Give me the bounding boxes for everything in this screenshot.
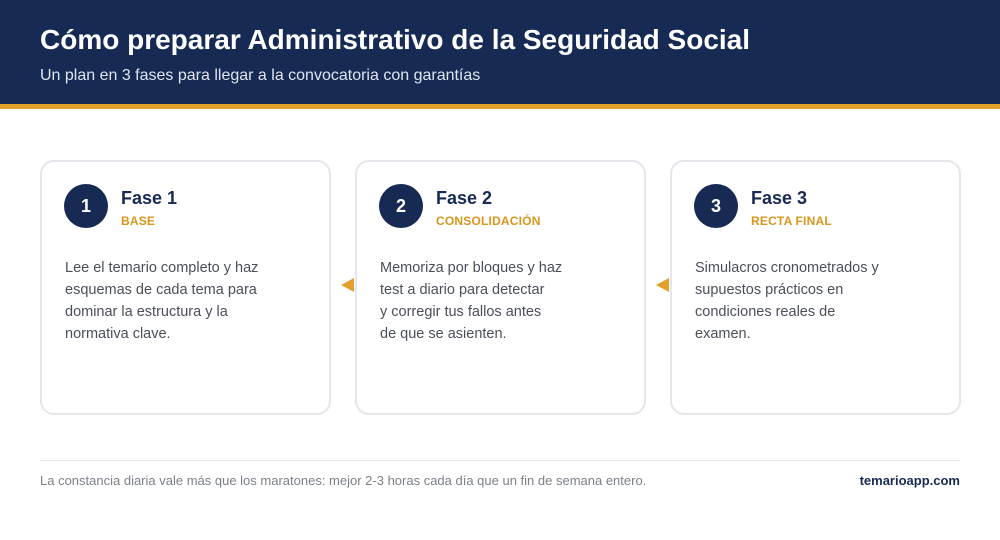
phase-description [380, 257, 562, 345]
step-number-badge: 3 [694, 184, 738, 228]
footer-note: La constancia diaria vale más que los maratones: mejor 2-3 horas cada día que un fin de semana entero. [40, 473, 647, 488]
page-title: Cómo preparar Administrativo de la Seguridad Social [40, 24, 751, 55]
phase-tag: RECTA FINAL [751, 214, 832, 228]
phase-tag: CONSOLIDACIÓN [436, 214, 541, 228]
phase-title: Fase 1 [121, 188, 178, 208]
header-accent-stripe [0, 104, 1000, 109]
phase-title: Fase 2 [436, 188, 493, 208]
phase-card-1 [40, 160, 331, 415]
phase-description [695, 257, 879, 345]
footer-divider [40, 460, 960, 461]
phase-description [65, 257, 258, 345]
flow-arrow-icon [656, 278, 669, 292]
description-line: y corregir tus fallos antes [380, 304, 542, 320]
description-line: Simulacros cronometrados y [695, 260, 879, 276]
description-line: examen. [695, 326, 751, 342]
description-line: Memoriza por bloques y haz [380, 260, 563, 276]
phase-tag: BASE [121, 214, 156, 228]
phase-title: Fase 3 [751, 188, 808, 208]
description-line: condiciones reales de [695, 304, 836, 320]
description-line: dominar la estructura y la [65, 304, 228, 320]
header-banner [0, 0, 1000, 104]
step-number-badge: 2 [379, 184, 423, 228]
brand-link[interactable]: temarioapp.com [859, 473, 960, 488]
description-line: test a diario para detectar [380, 282, 545, 298]
description-line: supuestos prácticos en [695, 282, 844, 298]
step-number-badge: 1 [64, 184, 108, 228]
page-subtitle: Un plan en 3 fases para llegar a la convocatoria con garantías [40, 67, 481, 84]
description-line: Lee el temario completo y haz [65, 260, 259, 276]
phase-card-2 [355, 160, 646, 415]
phase-card-3 [670, 160, 961, 415]
description-line: normativa clave. [65, 326, 171, 342]
description-line: esquemas de cada tema para [65, 282, 257, 298]
flow-arrow-icon [341, 278, 354, 292]
description-line: de que se asienten. [380, 326, 507, 342]
